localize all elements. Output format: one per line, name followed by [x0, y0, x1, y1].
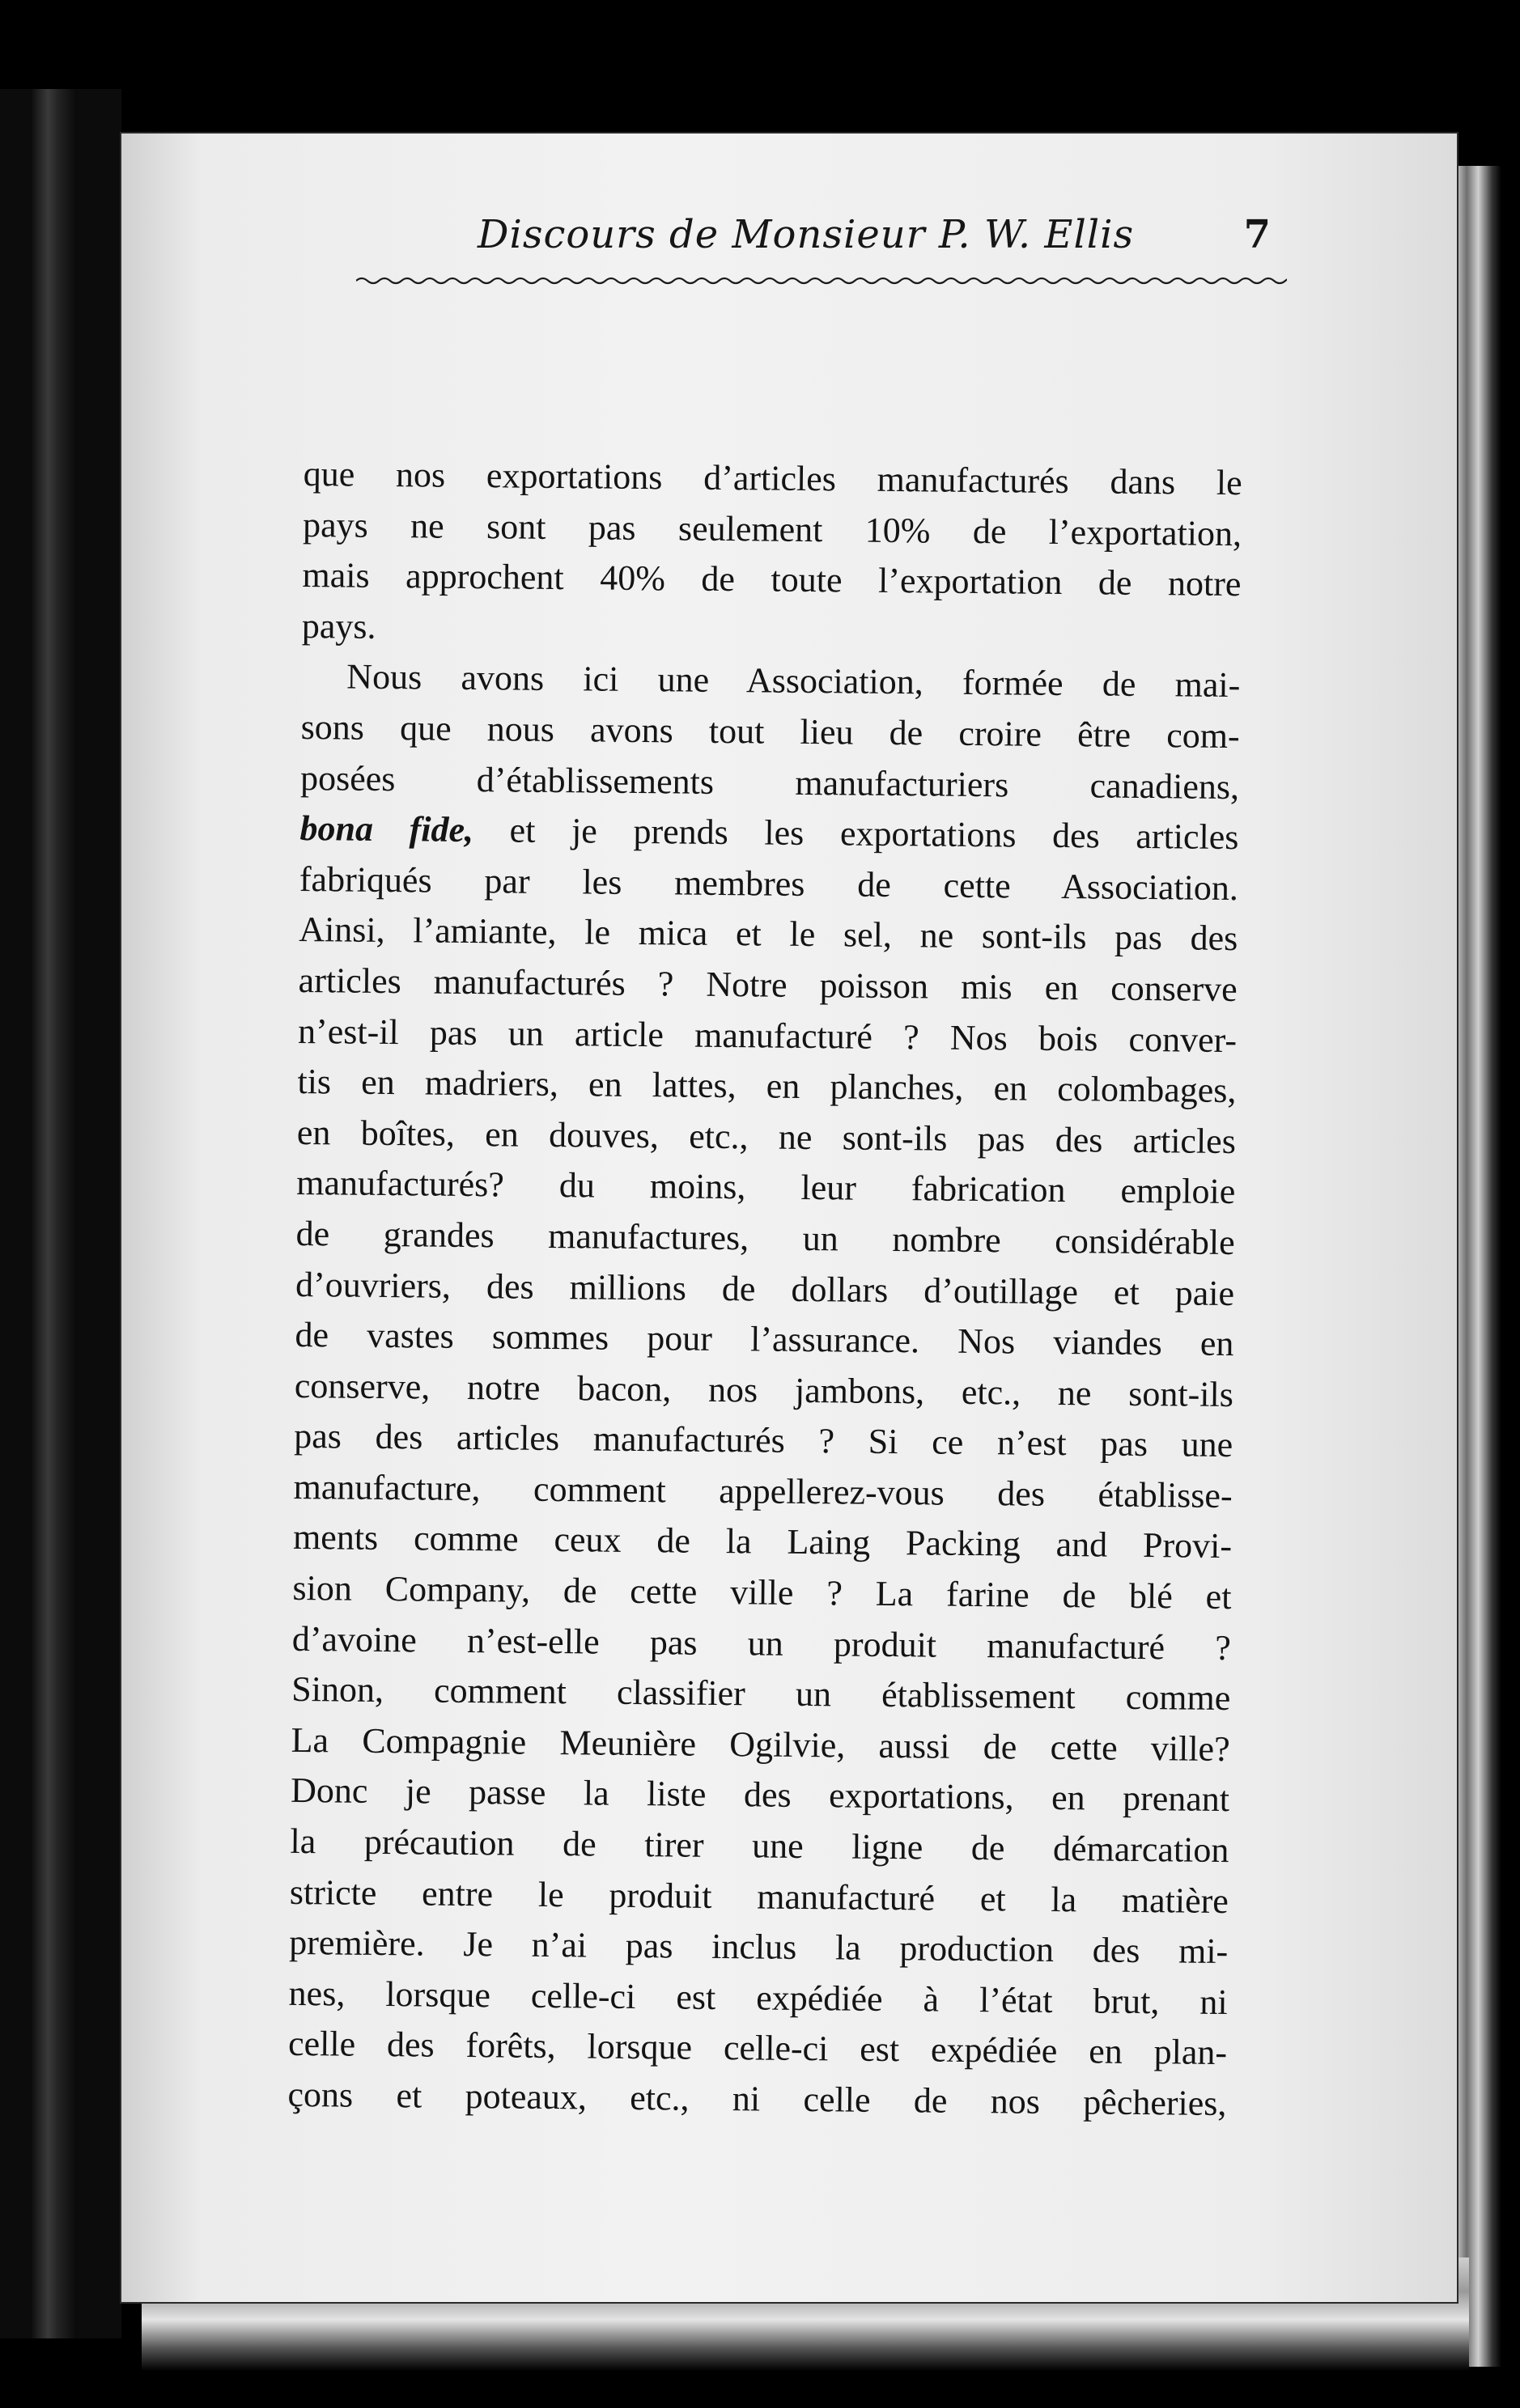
text-line: en boîtes, en douves, etc., ne sont-ils pas des articles [296, 1112, 1237, 1161]
text-line: conserve, notre bacon, nos jambons, etc., ne sont-ils [294, 1365, 1234, 1414]
text-line: fabriqués par les membres de cette Association. [299, 858, 1239, 908]
text-line: manufacturés? du moins, leur fabrication emploie [296, 1163, 1236, 1212]
text-line: d’avoine n’est-elle pas un produit manufacturé ? [291, 1618, 1232, 1668]
text-line: stricte entre le produit manufacturé et la matière [289, 1872, 1229, 1921]
text-line: sion Company, de cette ville ? La farine de blé et [292, 1567, 1232, 1617]
text-line: posées d’établissements manufacturiers canadiens, [299, 757, 1240, 807]
text-line: Donc je passe la liste des exportations, en prenant [290, 1770, 1230, 1820]
text-line: de vastes sommes pour l’assurance. Nos viandes en [295, 1315, 1234, 1364]
binding-strip [32, 89, 77, 2338]
text-line: pas des articles manufacturés ? Si ce n’est pas une [294, 1416, 1233, 1465]
text-line-with-italic [299, 803, 1239, 863]
text-line: celle des forêts, lorsque celle-ci est expédiée en plan- [287, 2024, 1228, 2073]
text-line: d’ouvriers, des millions de dollars d’outillage et paie [295, 1264, 1235, 1313]
text-line: pays. [301, 605, 376, 647]
text-line: première. Je n’ai pas inclus la production des mi- [289, 1923, 1229, 1972]
torn-binding-edge [0, 89, 121, 2338]
page-header [356, 212, 1287, 293]
text-line: çons et poteaux, etc., ni celle de nos pêcheries, [287, 2074, 1227, 2124]
text-line: nes, lorsque celle-ci est expédiée à l’état brut, ni [288, 1973, 1228, 2022]
ornamental-rule [356, 275, 1287, 286]
text-line: La Compagnie Meunière Ogilvie, aussi de cette ville? [291, 1719, 1230, 1769]
page-number: 7 [1243, 212, 1271, 257]
text-line: Nous avons ici une Association, formée de mai- [346, 656, 1241, 706]
text-line: tis en madriers, en lattes, en planches, en colombages, [297, 1062, 1237, 1111]
text-line: sons que nous avons tout lieu de croire être com- [300, 706, 1240, 757]
text-line: de grandes manufactures, un nombre considérable [295, 1213, 1235, 1262]
text-line: pays ne sont pas seulement 10% de l’exportation, [302, 504, 1242, 553]
text-line: mais approchent 40% de toute l’exportation de notre [302, 555, 1242, 604]
text-line: manufacture, comment appellerez-vous des établisse- [293, 1466, 1233, 1516]
text-line-rest: et je prends les exportations des articles [509, 810, 1239, 858]
text-line: ments comme ceux de la Laing Packing and Provi- [292, 1517, 1233, 1566]
running-title: Discours de Monsieur P. W. Ellis [478, 212, 1135, 257]
text-line: articles manufacturés ? Notre poisson mis en conserve [298, 960, 1238, 1010]
italic-phrase: bona fide, [299, 808, 474, 850]
text-line: Ainsi, l’amiante, le mica et le sel, ne sont-ils pas des [299, 909, 1238, 959]
text-line: Sinon, comment classifier un établissement comme [291, 1669, 1231, 1719]
text-line: la précaution de tirer une ligne de démarcation [290, 1821, 1229, 1871]
text-line: que nos exportations d’articles manufacturés dans le [303, 453, 1242, 503]
text-line: n’est-il pas un article manufacturé ? Nos bois conver- [297, 1011, 1238, 1060]
body-text [287, 449, 1242, 2130]
